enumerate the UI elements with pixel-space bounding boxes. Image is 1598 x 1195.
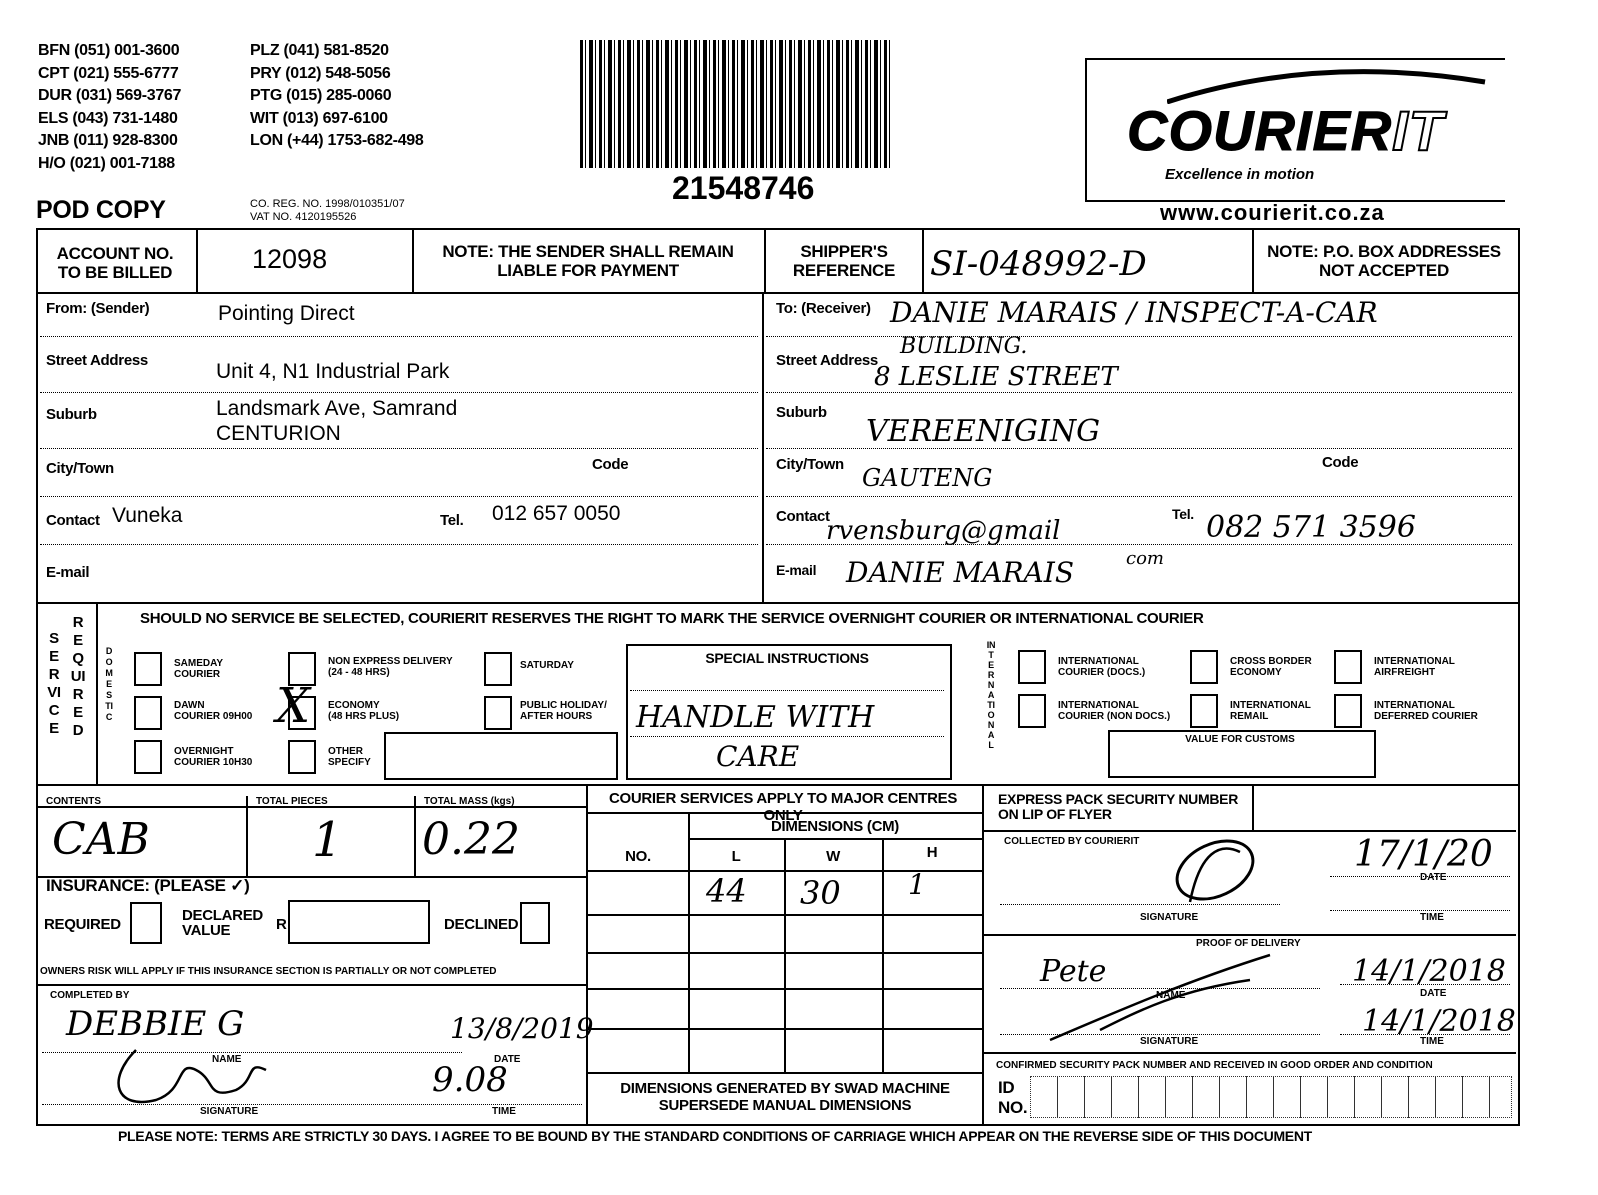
- receiver-to-value: DANIE MARAIS / INSPECT-A-CAR: [890, 296, 1378, 329]
- dawn-checkbox[interactable]: [134, 696, 162, 730]
- collected-date-label: DATE: [1420, 872, 1447, 883]
- dim-header-l: L: [731, 848, 741, 865]
- contents-value: CAB: [52, 814, 150, 865]
- dimensions-footer: DIMENSIONS GENERATED BY SWAD MACHINE SUPERSEDE MANUAL DIMENSIONS: [620, 1080, 950, 1114]
- dimensions-title: DIMENSIONS (CM): [771, 818, 899, 835]
- intl-courier-docs-label: INTERNATIONAL COURIER (DOCS.): [1058, 656, 1146, 678]
- branch-phone: PRY (012) 548-5056: [250, 64, 391, 82]
- receiver-code-label: Code: [1322, 454, 1359, 471]
- receiver-street-label: Street Address: [776, 352, 878, 369]
- intl-airfreight-checkbox[interactable]: [1334, 650, 1362, 684]
- cross-border-label: CROSS BORDER ECONOMY: [1230, 656, 1312, 678]
- id-label: ID: [998, 1078, 1015, 1097]
- intl-deferred-label: INTERNATIONAL DEFERRED COURIER: [1374, 700, 1478, 722]
- branch-phone: PLZ (041) 581-8520: [250, 42, 389, 59]
- shipper-reference-value: SI-048992-D: [930, 244, 1147, 284]
- barcode: [580, 40, 890, 168]
- other-label: OTHER SPECIFY: [328, 746, 371, 768]
- receiver-street-value: 8 LESLIE STREET: [874, 362, 1118, 392]
- public-holiday-label: PUBLIC HOLIDAY/ AFTER HOURS: [520, 700, 607, 722]
- branch-phone: ELS (043) 731-1480: [38, 109, 178, 127]
- collected-signature: [1160, 832, 1270, 912]
- mass-value: 0.22: [422, 814, 520, 865]
- completed-date: 13/8/2019: [450, 1012, 594, 1045]
- express-pack-label: EXPRESS PACK SECURITY NUMBER ON LIP OF FLYER: [998, 791, 1239, 822]
- address-section: [36, 290, 1520, 604]
- overnight-label: OVERNIGHT COURIER 10H30: [174, 746, 253, 768]
- dim-row1-w: 30: [800, 874, 841, 912]
- collected-signature-label: SIGNATURE: [1140, 912, 1199, 923]
- pieces-value: 1: [312, 812, 343, 868]
- economy-check-mark: X: [276, 678, 311, 734]
- declared-value-field[interactable]: [288, 900, 430, 944]
- proof-of-delivery-label: PROOF OF DELIVERY: [1196, 938, 1301, 949]
- intl-remail-checkbox[interactable]: [1190, 694, 1218, 728]
- completed-date-label: DATE: [494, 1054, 521, 1065]
- sameday-label: SAMEDAY COURIER: [174, 658, 224, 680]
- intl-courier-docs-checkbox[interactable]: [1018, 650, 1046, 684]
- owners-risk-note: OWNERS RISK WILL APPLY IF THIS INSURANCE SECTION IS PARTIALLY OR NOT COMPLETED: [40, 966, 497, 977]
- dim-row1-h: 1: [908, 868, 926, 901]
- required-side-label: REQUIRED: [70, 614, 86, 739]
- branch-phone: DUR (031) 569-3767: [38, 87, 182, 104]
- service-side-label: SERVICE: [47, 630, 61, 737]
- dimensions-banner: COURIER SERVICES APPLY TO MAJOR CENTRES ONLY: [608, 790, 958, 824]
- special-instructions-label: SPECIAL INSTRUCTIONS: [705, 650, 869, 666]
- collected-by-label: COLLECTED BY COURIERIT: [1004, 836, 1140, 847]
- sender-code-label: Code: [592, 456, 629, 473]
- cross-border-checkbox[interactable]: [1190, 650, 1218, 684]
- declined-label: DECLINED: [444, 916, 519, 933]
- collected-time-label: TIME: [1420, 912, 1444, 923]
- no-label: NO.: [998, 1098, 1028, 1117]
- dim-header-h: H: [926, 844, 938, 861]
- completed-by-label: COMPLETED BY: [50, 990, 130, 1001]
- branch-phone: LON (+44) 1753-682-498: [250, 132, 424, 149]
- sender-street-value: Unit 4, N1 Industrial Park: [216, 360, 450, 383]
- completed-signature-label: SIGNATURE: [200, 1106, 259, 1117]
- mass-label: TOTAL MASS (kgs): [424, 796, 515, 807]
- account-label: ACCOUNT NO. TO BE BILLED: [56, 244, 174, 282]
- company-registration: [250, 198, 405, 224]
- pod-time: 14/1/2018: [1362, 1004, 1516, 1039]
- receiver-contact-label: Contact: [776, 508, 830, 525]
- other-specify-field[interactable]: [384, 732, 618, 780]
- receiver-email-label: E-mail: [776, 562, 817, 578]
- branch-phone: JNB (011) 928-8300: [38, 132, 178, 149]
- branch-phone: CPT (021) 555-6777: [38, 64, 179, 82]
- sender-liable-note: NOTE: THE SENDER SHALL REMAIN LIABLE FOR PAYMENT: [442, 242, 734, 280]
- courierit-logo: [1085, 58, 1505, 202]
- receiver-tel-label: Tel.: [1172, 506, 1194, 522]
- pod-name: Pete: [1040, 954, 1107, 989]
- dim-row1-l: 44: [706, 872, 747, 910]
- intl-courier-non-docs-label: INTERNATIONAL COURIER (NON DOCS.): [1058, 700, 1171, 722]
- economy-label: ECONOMY (48 HRS PLUS): [328, 700, 400, 722]
- intl-courier-non-docs-checkbox[interactable]: [1018, 694, 1046, 728]
- dim-header-w: W: [826, 848, 840, 865]
- completed-name-label: NAME: [212, 1054, 242, 1065]
- branch-phone: PTG (015) 285-0060: [250, 87, 392, 104]
- security-pack-number-field[interactable]: [1030, 1076, 1512, 1118]
- pieces-label: TOTAL PIECES: [256, 796, 328, 807]
- dim-header-no: NO.: [625, 848, 651, 865]
- insurance-declined-checkbox[interactable]: [520, 902, 550, 944]
- sender-street-label: Street Address: [46, 352, 148, 369]
- intl-remail-label: INTERNATIONAL REMAIL: [1230, 700, 1311, 722]
- value-for-customs-label: VALUE FOR CUSTOMS: [1185, 734, 1295, 745]
- branch-phone: H/O (021) 001-7188: [38, 154, 175, 172]
- receiver-to-value-2: BUILDING.: [900, 334, 1028, 359]
- confirmed-security-note: CONFIRMED SECURITY PACK NUMBER AND RECEIVED IN GOOD ORDER AND CONDITION: [996, 1060, 1433, 1071]
- sameday-checkbox[interactable]: [134, 652, 162, 686]
- receiver-email-value: DANIE MARAIS: [846, 556, 1075, 589]
- branch-phone: BFN (051) 001-3600: [38, 42, 180, 59]
- receiver-suburb-value: VEREENIGING: [866, 414, 1101, 449]
- public-holiday-checkbox[interactable]: [484, 696, 512, 730]
- international-side-label: INTERNATIONAL: [986, 640, 996, 750]
- terms-note: PLEASE NOTE: TERMS ARE STRICTLY 30 DAYS. I AGREE TO BE BOUND BY THE STANDARD CONDITIONS OF CARRIAGE WHICH APPEAR ON THE REVERSE SIDE OF THIS DOCUMENT: [118, 1128, 1312, 1144]
- sender-tel-value: 012 657 0050: [492, 502, 621, 525]
- receiver-city-label: City/Town: [776, 456, 844, 473]
- dawn-label: DAWN COURIER 09H00: [174, 700, 253, 722]
- insurance-required-label: REQUIRED: [44, 916, 121, 933]
- account-number: 12098: [252, 244, 328, 274]
- vat-no: VAT NO. 4120195526: [250, 211, 357, 223]
- insurance-label: INSURANCE: (PLEASE ✓): [46, 876, 250, 895]
- sender-city-label: City/Town: [46, 460, 114, 477]
- completed-time-label: TIME: [492, 1106, 516, 1117]
- contents-label: CONTENTS: [46, 796, 101, 807]
- receiver-to-label: To: (Receiver): [776, 300, 871, 317]
- intl-deferred-checkbox[interactable]: [1334, 694, 1362, 728]
- receiver-tel-value: 082 571 3596: [1206, 510, 1416, 545]
- pod-signature-label: SIGNATURE: [1140, 1036, 1199, 1047]
- completed-time: 9.08: [432, 1060, 508, 1100]
- shipper-reference-label: SHIPPER'S REFERENCE: [792, 242, 896, 280]
- sender-contact-value: Vuneka: [112, 504, 183, 527]
- other-checkbox[interactable]: [288, 740, 316, 774]
- completed-name: DEBBIE G: [66, 1004, 245, 1044]
- pod-copy-title: POD COPY: [36, 196, 166, 224]
- receiver-suburb-label: Suburb: [776, 404, 827, 421]
- saturday-checkbox[interactable]: [484, 652, 512, 686]
- website: www.courierit.co.za: [1160, 200, 1385, 225]
- saturday-label: SATURDAY: [520, 660, 574, 671]
- insurance-required-checkbox[interactable]: [130, 902, 162, 944]
- service-banner: SHOULD NO SERVICE BE SELECTED, COURIERIT RESERVES THE RIGHT TO MARK THE SERVICE OVERNIGHT COURIER OR INTERNATIONAL COURIER: [140, 610, 1204, 627]
- pod-name-label: NAME: [1156, 990, 1186, 1001]
- r-label: R: [276, 916, 287, 933]
- logo-text: COURIER: [1127, 99, 1393, 162]
- branch-phone-list: [38, 40, 424, 175]
- sender-suburb-label: Suburb: [46, 406, 97, 423]
- sender-from-label: From: (Sender): [46, 300, 150, 317]
- domestic-side-label: DOMESTIC: [105, 646, 113, 722]
- co-reg: CO. REG. NO. 1998/010351/07: [250, 198, 405, 210]
- receiver-contact-value-2: com: [1126, 548, 1164, 569]
- special-instructions-line-1: HANDLE WITH: [636, 700, 875, 735]
- collected-date: 17/1/20: [1354, 834, 1493, 875]
- non-express-label: NON EXPRESS DELIVERY (24 - 48 HRS): [328, 656, 453, 678]
- logo-it: IT: [1392, 99, 1444, 162]
- waybill-number: 21548746: [672, 170, 815, 206]
- sender-email-label: E-mail: [46, 564, 90, 581]
- pod-date: 14/1/2018: [1352, 954, 1506, 989]
- sender-tel-label: Tel.: [440, 512, 464, 529]
- receiver-city-value: GAUTENG: [862, 464, 993, 492]
- sender-contact-label: Contact: [46, 512, 100, 529]
- po-box-note: NOTE: P.O. BOX ADDRESSES NOT ACCEPTED: [1267, 242, 1501, 280]
- pod-time-label: TIME: [1420, 1036, 1444, 1047]
- pod-date-label: DATE: [1420, 988, 1447, 999]
- declared-value-label: DECLARED VALUE: [182, 907, 263, 939]
- tagline: Excellence in motion: [1165, 166, 1315, 183]
- special-instructions-line-2: CARE: [716, 740, 800, 773]
- sender-suburb-value: Landsmark Ave, Samrand CENTURION: [216, 397, 458, 445]
- overnight-checkbox[interactable]: [134, 740, 162, 774]
- sender-from-value: Pointing Direct: [218, 302, 355, 325]
- intl-airfreight-label: INTERNATIONAL AIRFREIGHT: [1374, 656, 1455, 678]
- branch-phone: WIT (013) 697-6100: [250, 109, 388, 127]
- receiver-contact-value: rvensburg@gmail: [826, 516, 1061, 546]
